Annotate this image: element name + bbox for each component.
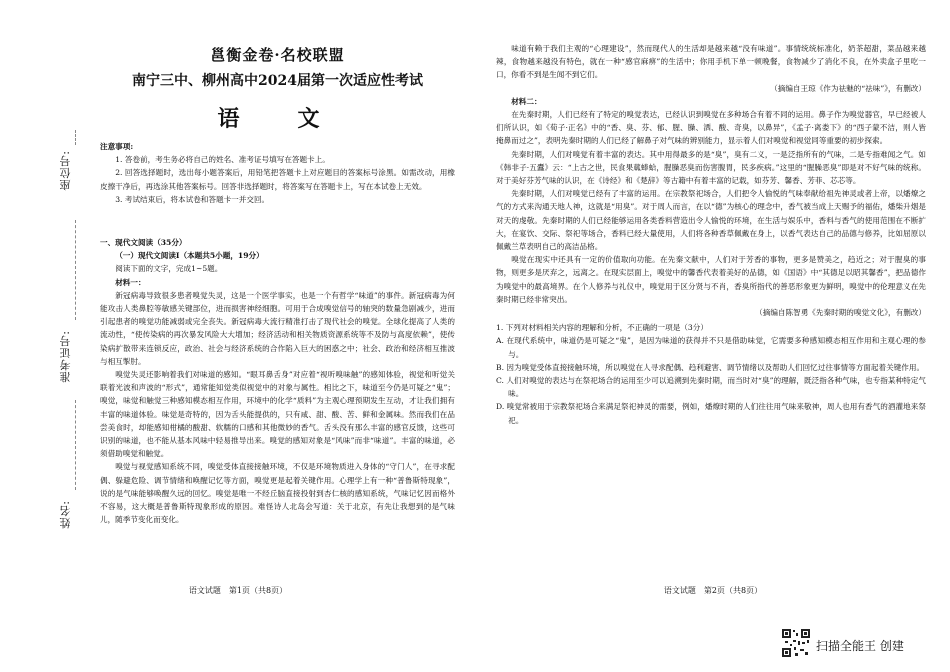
- paragraph: 嗅觉失灵还影响着我们对味道的感知。“眼耳鼻舌身”对应着“视听嗅味触”的感知体验，视觉和听觉关联着光波和声波的“形式”，通常能知觉类似视觉中的对象与属性。相比之下，味道至今仍是可疑之“鬼”；嗅觉，味觉和触觉三种感知模态相互作用，环境中的化学“质料”为主观心理预期发生互动，才让我们拥有丰富的味道体验。味觉是奇特的，因为舌头能提供的，只有咸、甜、酸、苦、鲜和金属味。然而我们在品尝美食时，却能感知柑橘的酸甜、软糯的口感和其他微妙的香气。舌头没有那么丰富的感官反馈，这些可识别的味道，也不能从基本风味中轻易推导出来。嗅觉的感知对象是“风味”而非“味道”。丰富的味道，必须借助嗅觉和触觉。: [100, 370, 455, 459]
- qr-code-icon: [781, 628, 811, 658]
- notes-title: 注意事项:: [100, 142, 134, 151]
- subsection-heading: （一）现代文阅读Ⅰ（本题共5小题，19分）: [115, 251, 264, 261]
- paragraph: 嗅觉在现实中还具有一定的价值取向功能。在先秦文献中，人们对于芳香的事物，更多是赞美之，趋近之；对于腥臭的事物，则更多是厌弃之，远离之。在现实层面上，嗅觉中的馨香代表着美好的品德，如《国语》中“其德足以昭其馨香”，把品德作为嗅觉中的最高境界。在个人修养与礼仪中，嗅觉用于区分贤与不肖，香臭所指代的善恶形象更为鲜明，嗅觉中的伦理意义在先秦时期已经非常突出。: [496, 255, 926, 304]
- note-item: 2. 回答选择题时，选出每小题答案后，用铅笔把答题卡上对应题目的答案标号涂黑。如需改动，用橡皮擦干净后，再选涂其他答案标号。回答非选择题时，将答案写在答题卡上，写在本试卷上无效。: [100, 168, 455, 191]
- name-label: 姓名:: [59, 500, 72, 529]
- note-item: 1. 答卷前，考生务必将自己的姓名、准考证号填写在答题卡上。: [115, 155, 330, 165]
- question-option: C. 人们对嗅觉的表达与在祭祀场合的运用至少可以追溯到先秦时期，而当时对“臭”的理解，既泛指各种气味，也专指某种特定气味。: [496, 376, 926, 399]
- paragraph: 在先秦时期，人们已经有了特定的嗅觉表达，已经认识到嗅觉在多种场合有着不同的运用。鼻子作为嗅觉器官，早已经被人们所认识，如《荀子·正名》中的“香、臭、芬、郁、腥、臊、洒、酸、奇臭，以鼻异”，《孟子·离娄下》的“西子蒙不洁，则人皆掩鼻而过之”，表明先秦时期的人们已经了解鼻子对气味的辨别能力，显示着人们对嗅觉和视觉同等重要的初步探索。: [496, 110, 926, 146]
- exam-id-label: 准考证号:: [59, 330, 72, 383]
- page-footer: 语文试题 第2页（共8页）: [663, 586, 763, 595]
- paragraph: 嗅觉与视觉感知系统不同，嗅觉受体直接接触环境，不仅是环境物质进入身体的“守门人”，在寻求配偶、躲避危险、调节情绪和唤醒记忆等方面，嗅觉更是起着关键作用。心理学上有一种“普鲁斯特现象”，说的是气味能够唤醒久远的回忆。嗅觉是唯一不经丘脑直接投射到杏仁核的感知系统，气味记忆因而格外不容易，这大概是普鲁斯特现象形成的原因。难怪诗人北岛会写道：关于北京，有先让我想到的是气味儿，随季节变化而变化。: [100, 462, 455, 525]
- paragraph: 味道有赖于我们主观的“心理建设”，然而现代人的生活却是越来越“没有味道”。事情统统标准化，奶茶超甜，菜品越来越辣，食物越来越没有特色，就在一种“感官麻痹”的生活中；你用手机下单一顿晚餐，食物减少了消化不良，在外卖盒子里吃一口，你看不到是生闻不到它们。: [496, 44, 926, 80]
- question-stem: 1. 下列对材料相关内容的理解和分析，不正确的一项是（3分）: [496, 323, 708, 333]
- paragraph: 先秦时期，人们对嗅觉已经有了丰富的运用。在宗教祭祀场合，人们把令人愉悦的气味奉献给祖先神灵或者上帝，以燔燎之气的方式来沟通天地人神，这就是“用臭”。对于周人而言，在以“德”为核心的理念中，香气被当成上天赐予的福佑，燔柴升烟是对天的虔敬。先秦时期的人们已经能够运用各类香料营造出令人愉悦的环境，在生活与娱乐中，香料与香气的使用范围在不断扩大，在宴饮、交际、祭祀等场合，香料已经大量使用，人们将各种香草佩戴在身上，以香气表达自己的品德与修养，比如屈原以佩戴兰草表明自己的高洁品格。: [496, 189, 926, 252]
- question-option: A. 在现代系统中，味道仍是可疑之“鬼”，是因为味道的获得并不只是借助味觉，它需要多种感知模态相互作用和主观心理的参与。: [496, 336, 926, 359]
- left-page: [0, 0, 476, 640]
- question-option: B. 因为嗅觉受体直接接触环境，所以嗅觉在人寻求配偶、趋利避害、调节情绪以及帮助人们回忆过往事情等方面起着关键作用。: [496, 362, 925, 372]
- page-footer: 语文试题 第1页（共8页）: [188, 586, 288, 595]
- exam-id-line: [75, 220, 77, 320]
- question-option: D. 嗅觉常被用于宗教祭祀场合来满足祭祀神灵的需要，例如，燔燎时期的人们往往用气味来敬神，周人也用有香气的酒灌地来祭祀。: [496, 402, 926, 425]
- material-label: 材料一：: [115, 277, 146, 287]
- section-block: [100, 236, 455, 526]
- source-citation: （摘编自王琼《作为祛魅的“祛味”》，有删改）: [770, 83, 926, 93]
- material-label: 材料二：: [511, 96, 542, 106]
- section-heading: 一、现代文阅读（35分）: [100, 238, 187, 247]
- subject-title: 语 文: [217, 106, 338, 132]
- series-title: 邕衡金卷·名校联盟: [210, 46, 345, 64]
- right-page: [476, 0, 950, 640]
- name-line: [75, 400, 77, 490]
- scanner-watermark: 扫描全能王 创建: [816, 639, 904, 653]
- paragraph: 先秦时期，人们对嗅觉有着丰富的表达。其中用得最多的是“臭”，臭有二义，一是泛指所有的气味，二是专指难闻之气。如《韩非子·五蠹》云：“上古之世，民食果蓏蜯蛤，腥臊恶臭而伤害腹胃，民多疾病。”这里的“腥臊恶臭”即是对不好气味的统称。对于美好芬芳气味的认识，在《诗经》和《楚辞》等古籍中有着丰富的记载，如芬芳、馨香、芳菲、芯芯等。: [496, 149, 926, 186]
- note-item: 3. 考试结束后，将本试卷和答题卡一并交回。: [115, 194, 270, 204]
- exam-title: 南宁三中、柳州高中2024届第一次适应性考试: [132, 73, 423, 89]
- instruction: 阅读下面的文字，完成1~5题。: [115, 264, 223, 274]
- seat-label: 座位号:: [59, 150, 72, 191]
- right-column: [496, 42, 926, 427]
- notes-block: [100, 140, 455, 206]
- paragraph: 新冠病毒导致很多患者嗅觉失灵，这是一个医学事实，也是一个有哲学“味道”的事件。新冠病毒为何能攻击人类鼻腔等敏感关键部位，进而损害神经细胞。可用于合成嗅觉信号的轴突的数量急剧减少，进而引起患者的嗅觉功能减弱或完全丧失。新冠病毒大流行精准打击了现代社会的嗅觉。全球化提高了人类的流动性，“使传染病的再次暴发风险大大增加；经济活动和相关物质资源系统等不及防与高度依赖”，使传染病扩散带来连锁反应，政治、社会与经济系统的合作陷入巨大的困惑之中；社会、政治和经济相互推波与相互掣肘。: [100, 290, 455, 366]
- source-citation: （摘编自陈智勇《先秦时期的嗅觉文化》，有删改）: [755, 308, 926, 318]
- seat-line: [75, 130, 77, 145]
